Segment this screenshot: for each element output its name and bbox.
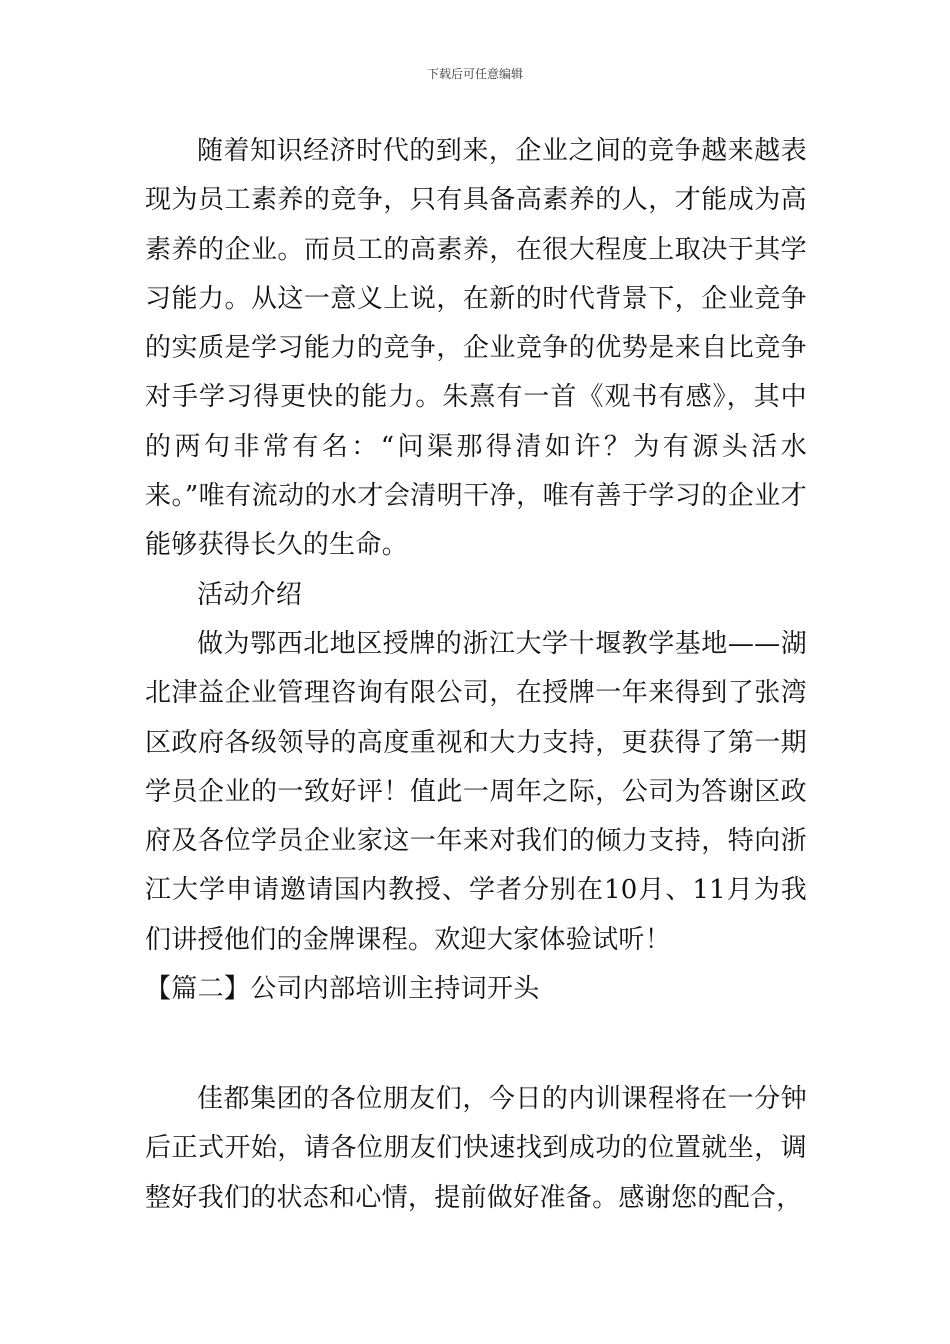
body-text-block [145, 127, 807, 1014]
paragraph-host-opening: 佳都集团的各位朋友们，今日的内训课程将在一分钟后正式开始，请各位朋友们快速找到成功的位置就坐，调整好我们的状态和心情，提前做好准备。感谢您的配合， [145, 1084, 807, 1213]
body-text-block-2 [145, 1075, 807, 1223]
paragraph-intro: 随着知识经济时代的到来，企业之间的竞争越来越表现为员工素养的竞争，只有具备高素养的人，才能成为高素养的企业。而员工的高素养，在很大程度上取决于其学习能力。从这一意义上说，在新的时代背景下，企业竞争的实质是学习能力的竞争，企业竞争的优势是来自比竞争对手学习得更快的能力。朱熹有一首《观书有感》，其中的两句非常有名：“问渠那得清如许？为有源头活水来。”唯有流动的水才会清明干净，唯有善于学习的企业才能够获得长久的生命。 [145, 136, 807, 561]
paragraph-activity-detail: 做为鄂西北地区授牌的浙江大学十堰教学基地——湖北津益企业管理咨询有限公司，在授牌一年来得到了张湾区政府各级领导的高度重视和大力支持，更获得了第一期学员企业的一致好评！值此一周年之际，公司为答谢区政府及各位学员企业家这一年来对我们的倾力支持，特向浙江大学申请邀请国内教授、学者分别在10月、11月为我们讲授他们的金牌课程。欢迎大家体验试听！ [145, 628, 807, 955]
paragraph-activity-heading: 活动介绍 [197, 579, 303, 610]
section-title: 【篇二】公司内部培训主持词开头 [145, 974, 540, 1005]
page-header: 下载后可任意编辑 [426, 67, 523, 81]
